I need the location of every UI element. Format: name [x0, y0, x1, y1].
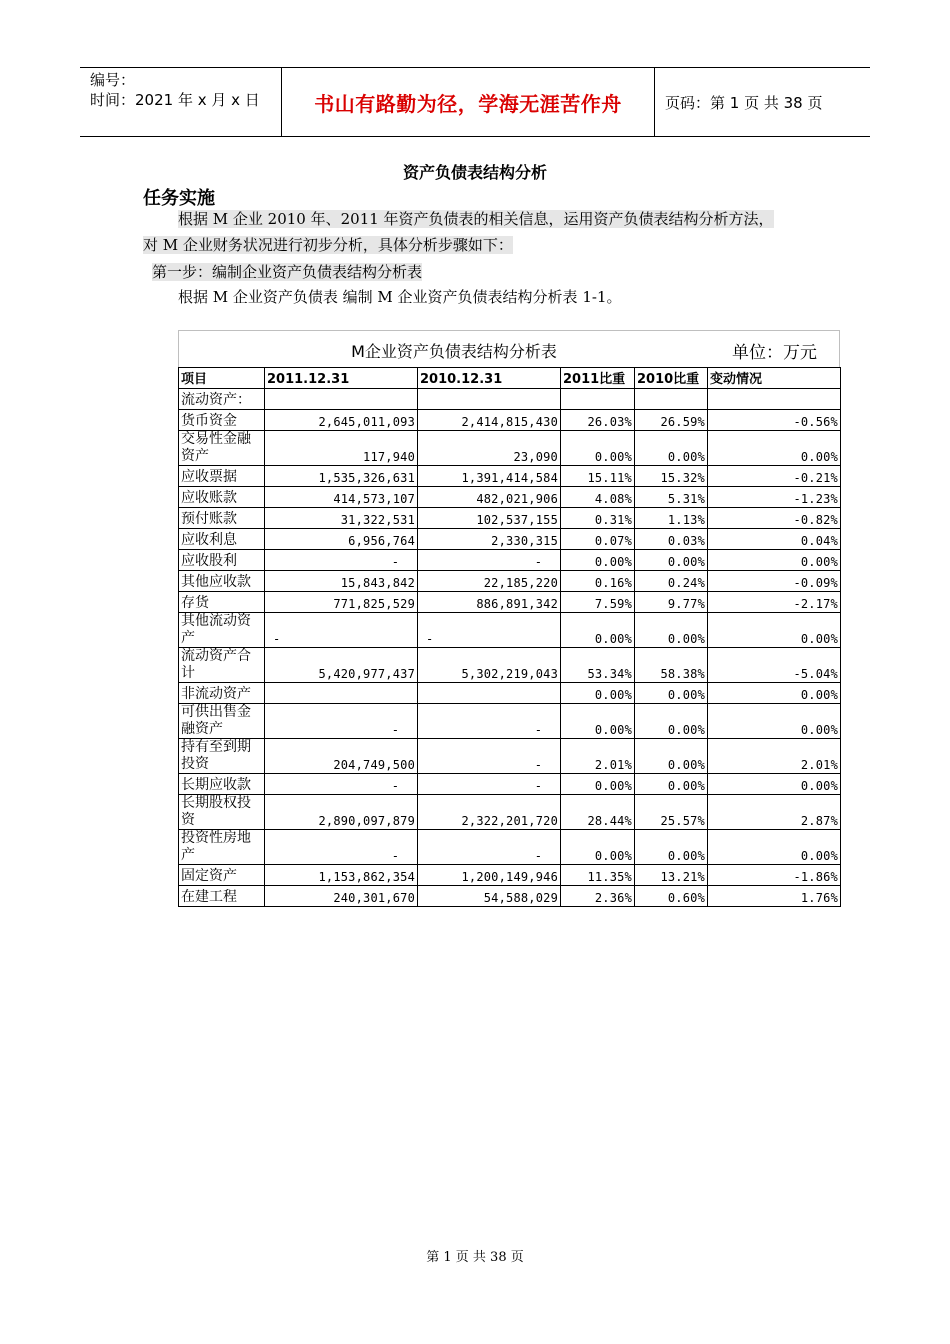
row-label-cell: 应收票据	[179, 466, 265, 487]
table-row	[179, 431, 841, 466]
value-cell: 0.60%	[635, 886, 708, 907]
value-cell: 0.03%	[635, 529, 708, 550]
value-cell: -0.09%	[708, 571, 841, 592]
table-row	[179, 774, 841, 795]
value-cell: 0.00%	[708, 774, 841, 795]
value-cell: -	[265, 550, 418, 571]
row-label-cell: 长期股权投资	[179, 795, 265, 830]
header-motto	[281, 68, 655, 136]
value-cell: 54,588,029	[418, 886, 561, 907]
row-label-cell: 持有至到期投资	[179, 739, 265, 774]
value-cell: 2,330,315	[418, 529, 561, 550]
value-cell: -0.21%	[708, 466, 841, 487]
value-cell: 2.01%	[708, 739, 841, 774]
header-cell: 变动情况	[708, 368, 841, 389]
value-cell: 2,414,815,430	[418, 410, 561, 431]
value-cell: 0.31%	[561, 508, 635, 529]
value-cell: 26.59%	[635, 410, 708, 431]
value-cell: 15.11%	[561, 466, 635, 487]
row-label-cell: 应收账款	[179, 487, 265, 508]
value-cell: 5,302,219,043	[418, 648, 561, 683]
table-caption-bar	[178, 330, 840, 367]
value-cell: -1.23%	[708, 487, 841, 508]
table-row	[179, 487, 841, 508]
row-label-cell: 货币资金	[179, 410, 265, 431]
value-cell: -	[418, 704, 561, 739]
value-cell: 0.00%	[708, 431, 841, 466]
value-cell: 0.16%	[561, 571, 635, 592]
value-cell: -0.82%	[708, 508, 841, 529]
table-row	[179, 795, 841, 830]
header-cell: 2011.12.31	[265, 368, 418, 389]
table-caption: M企业资产负债表结构分析表	[351, 342, 557, 361]
document-header	[80, 67, 870, 137]
balance-sheet-table-wrapper	[178, 330, 840, 907]
value-cell: 1,200,149,946	[418, 865, 561, 886]
row-label-cell: 其他流动资产	[179, 613, 265, 648]
value-cell: 0.00%	[561, 613, 635, 648]
value-cell: -2.17%	[708, 592, 841, 613]
value-cell: 0.00%	[635, 704, 708, 739]
value-cell: 23,090	[418, 431, 561, 466]
value-cell: 1.76%	[708, 886, 841, 907]
row-label-cell: 交易性金融资产	[179, 431, 265, 466]
value-cell: 11.35%	[561, 865, 635, 886]
table-row	[179, 410, 841, 431]
value-cell: -	[418, 613, 561, 648]
table-row	[179, 739, 841, 774]
value-cell: 1,535,326,631	[265, 466, 418, 487]
value-cell: 2,645,011,093	[265, 410, 418, 431]
table-row	[179, 592, 841, 613]
row-label-cell: 非流动资产	[179, 683, 265, 704]
header-cell: 2011比重	[561, 368, 635, 389]
table-row	[179, 704, 841, 739]
value-cell: 2.87%	[708, 795, 841, 830]
row-label-cell: 流动资产：	[179, 389, 265, 410]
table-row	[179, 466, 841, 487]
value-cell: 1,391,414,584	[418, 466, 561, 487]
value-cell: 0.00%	[635, 683, 708, 704]
value-cell: 58.38%	[635, 648, 708, 683]
step-description: 根据 M 企业资产负债表 编制 M 企业资产负债表结构分析表 1-1。	[178, 288, 622, 306]
table-row	[179, 529, 841, 550]
table-unit: 单位：万元	[732, 343, 817, 363]
value-cell: 1.13%	[635, 508, 708, 529]
time-label: 时间：2021 年 x 月 x 日	[90, 91, 260, 109]
table-row	[179, 550, 841, 571]
value-cell: 0.00%	[561, 683, 635, 704]
value-cell: -1.86%	[708, 865, 841, 886]
paragraph-line-2	[143, 233, 513, 257]
row-label-cell: 长期应收款	[179, 774, 265, 795]
value-cell: 5,420,977,437	[265, 648, 418, 683]
row-label-cell: 投资性房地产	[179, 830, 265, 865]
value-cell: 117,940	[265, 431, 418, 466]
page-footer: 第 1 页 共 38 页	[426, 1250, 524, 1265]
value-cell: 53.34%	[561, 648, 635, 683]
value-cell: 15,843,842	[265, 571, 418, 592]
value-cell: 0.04%	[708, 529, 841, 550]
number-label: 编号：	[90, 71, 136, 89]
value-cell: 25.57%	[635, 795, 708, 830]
value-cell: -5.04%	[708, 648, 841, 683]
value-cell	[418, 389, 561, 410]
table-row	[179, 830, 841, 865]
value-cell	[635, 389, 708, 410]
table-row	[179, 571, 841, 592]
balance-sheet-table	[178, 367, 841, 907]
value-cell: 5.31%	[635, 487, 708, 508]
paragraph-line-1	[178, 207, 828, 231]
row-label-cell: 其他应收款	[179, 571, 265, 592]
value-cell	[265, 389, 418, 410]
row-label-cell: 应收利息	[179, 529, 265, 550]
value-cell: 0.00%	[635, 613, 708, 648]
value-cell: 28.44%	[561, 795, 635, 830]
value-cell: 7.59%	[561, 592, 635, 613]
motto-text: 书山有路勤为径，学海无涯苦作舟	[314, 91, 622, 116]
row-label-cell: 应收股利	[179, 550, 265, 571]
value-cell: 13.21%	[635, 865, 708, 886]
header-cell: 项目	[179, 368, 265, 389]
value-cell	[265, 683, 418, 704]
value-cell	[708, 389, 841, 410]
value-cell: 414,573,107	[265, 487, 418, 508]
table-row	[179, 389, 841, 410]
value-cell: 0.00%	[561, 550, 635, 571]
value-cell: 31,322,531	[265, 508, 418, 529]
header-meta	[80, 68, 280, 136]
value-cell: 15.32%	[635, 466, 708, 487]
section-heading: 任务实施	[143, 188, 215, 209]
value-cell: 0.00%	[635, 774, 708, 795]
page-indicator: 页码：第 1 页 共 38 页	[665, 93, 823, 112]
paragraph-line-1-text: 根据 M 企业 2010 年、2011 年资产负债表的相关信息，运用资产负债表结构分析方法，	[178, 210, 774, 228]
row-label-cell: 固定资产	[179, 865, 265, 886]
value-cell: 0.00%	[561, 774, 635, 795]
paragraph-line-2-text: 对 M 企业财务状况进行初步分析，具体分析步骤如下：	[143, 236, 513, 254]
value-cell: 0.00%	[561, 431, 635, 466]
table-row	[179, 865, 841, 886]
value-cell: 0.00%	[708, 550, 841, 571]
value-cell: 0.00%	[708, 830, 841, 865]
table-row	[179, 683, 841, 704]
value-cell: -	[418, 550, 561, 571]
value-cell: 0.00%	[635, 550, 708, 571]
row-label-cell: 预付账款	[179, 508, 265, 529]
value-cell: -	[418, 739, 561, 774]
page-title: 资产负债表结构分析	[402, 163, 547, 182]
value-cell: 22,185,220	[418, 571, 561, 592]
value-cell: -	[418, 830, 561, 865]
value-cell: 2,890,097,879	[265, 795, 418, 830]
value-cell: 0.07%	[561, 529, 635, 550]
row-label-cell: 流动资产合计	[179, 648, 265, 683]
value-cell: 0.00%	[561, 704, 635, 739]
value-cell: 0.00%	[708, 613, 841, 648]
value-cell: -0.56%	[708, 410, 841, 431]
value-cell: 0.00%	[635, 830, 708, 865]
value-cell: 0.00%	[635, 739, 708, 774]
value-cell: 26.03%	[561, 410, 635, 431]
value-cell: 771,825,529	[265, 592, 418, 613]
value-cell: 0.00%	[708, 683, 841, 704]
value-cell: 0.00%	[561, 830, 635, 865]
value-cell: 102,537,155	[418, 508, 561, 529]
table-row	[179, 613, 841, 648]
value-cell: 2.01%	[561, 739, 635, 774]
table-body	[179, 368, 841, 907]
value-cell	[561, 389, 635, 410]
step-heading-text: 第一步：编制企业资产负债表结构分析表	[152, 263, 423, 281]
value-cell: 0.24%	[635, 571, 708, 592]
value-cell: 0.00%	[635, 431, 708, 466]
value-cell: -	[265, 704, 418, 739]
value-cell: 886,891,342	[418, 592, 561, 613]
value-cell: -	[265, 830, 418, 865]
value-cell: 9.77%	[635, 592, 708, 613]
value-cell: -	[418, 774, 561, 795]
value-cell: 482,021,906	[418, 487, 561, 508]
value-cell: 240,301,670	[265, 886, 418, 907]
step-heading	[152, 260, 422, 284]
table-row	[179, 508, 841, 529]
value-cell: 2,322,201,720	[418, 795, 561, 830]
value-cell: 2.36%	[561, 886, 635, 907]
table-row	[179, 886, 841, 907]
value-cell: 0.00%	[708, 704, 841, 739]
value-cell: 1,153,862,354	[265, 865, 418, 886]
value-cell: 204,749,500	[265, 739, 418, 774]
header-cell: 2010比重	[635, 368, 708, 389]
value-cell	[418, 683, 561, 704]
value-cell: 4.08%	[561, 487, 635, 508]
value-cell: -	[265, 613, 418, 648]
value-cell: -	[265, 774, 418, 795]
row-label-cell: 在建工程	[179, 886, 265, 907]
table-header-row	[179, 368, 841, 389]
table-row	[179, 648, 841, 683]
row-label-cell: 可供出售金融资产	[179, 704, 265, 739]
value-cell: 6,956,764	[265, 529, 418, 550]
header-cell: 2010.12.31	[418, 368, 561, 389]
row-label-cell: 存货	[179, 592, 265, 613]
